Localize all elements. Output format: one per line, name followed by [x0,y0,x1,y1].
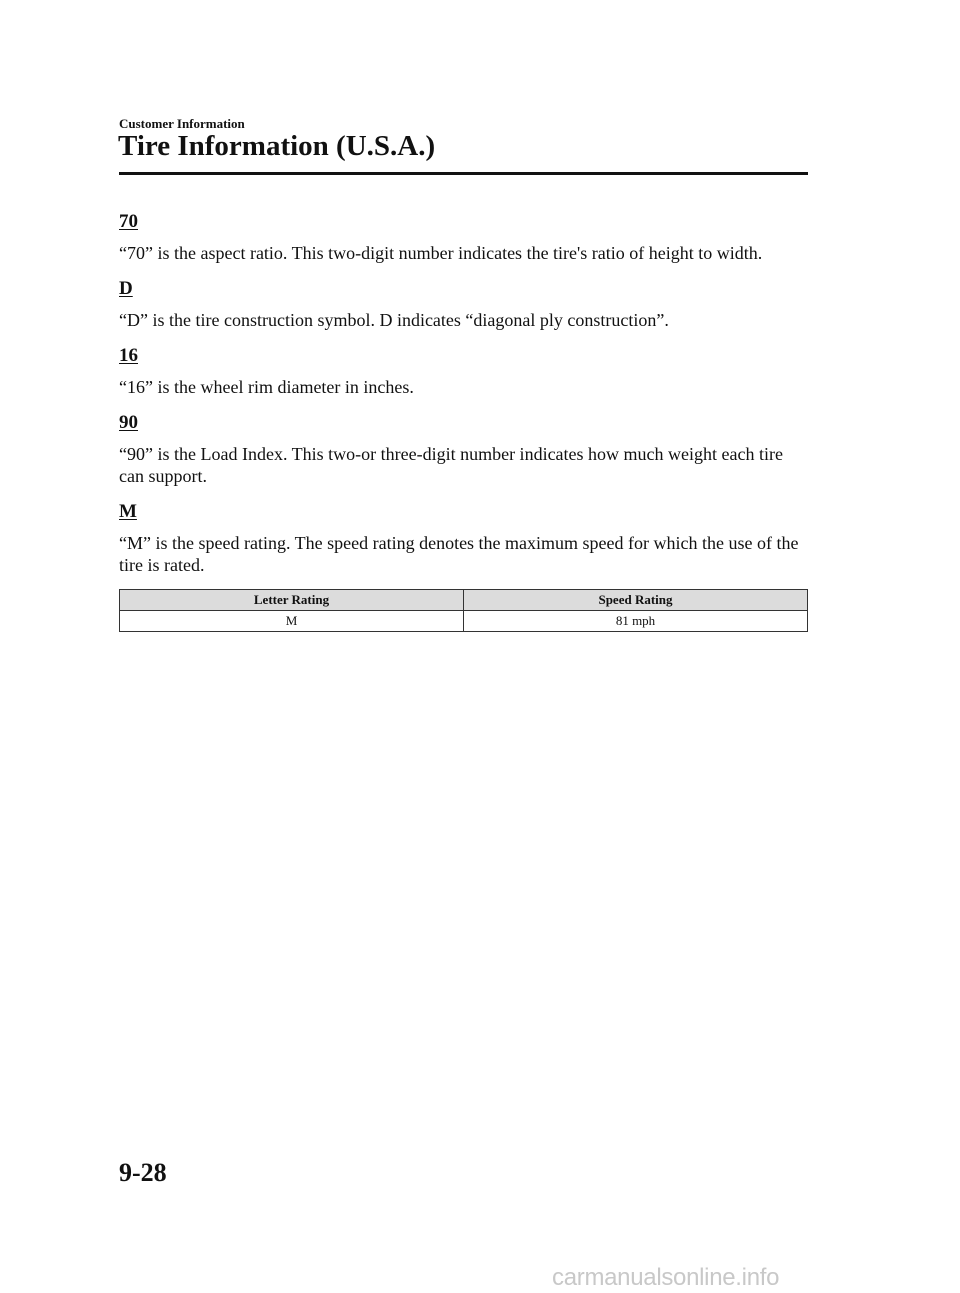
table-row [120,611,808,632]
header-speed-rating: Speed Rating [464,590,808,611]
entry-term: 70 [119,211,138,232]
entry-term: D [119,278,133,299]
entry-description: “D” is the tire construction symbol. D indicates “diagonal ply construction”. [119,310,669,330]
title-rule [119,172,808,175]
entry-aspect-ratio [119,210,809,264]
page-number: 9-28 [119,1158,167,1187]
content [119,210,809,632]
watermark: carmanualsonline.info [552,1264,780,1291]
entry-description: “90” is the Load Index. This two-or three-digit number indicates how much weight each tire can support. [119,444,783,486]
header-letter-rating: Letter Rating [120,590,464,611]
speed-rating-table [119,589,808,632]
entry-load-index [119,411,809,487]
entry-rim-diameter [119,344,809,398]
entry-term: 90 [119,412,138,433]
cell-letter-rating: M [120,611,464,632]
section-label: Customer Information [119,116,245,131]
cell-speed-rating: 81 mph [464,611,808,632]
entry-description: “M” is the speed rating. The speed rating denotes the maximum speed for which the use of the tire is rated. [119,533,799,575]
entry-term: M [119,501,137,522]
entry-construction [119,277,809,331]
entry-term: 16 [119,345,138,366]
entry-speed-rating [119,500,809,576]
page-title: Tire Information (U.S.A.) [118,130,436,162]
entry-description: “16” is the wheel rim diameter in inches. [119,377,414,397]
entry-description: “70” is the aspect ratio. This two-digit number indicates the tire's ratio of height to width. [119,243,763,263]
table-header-row [120,590,808,611]
